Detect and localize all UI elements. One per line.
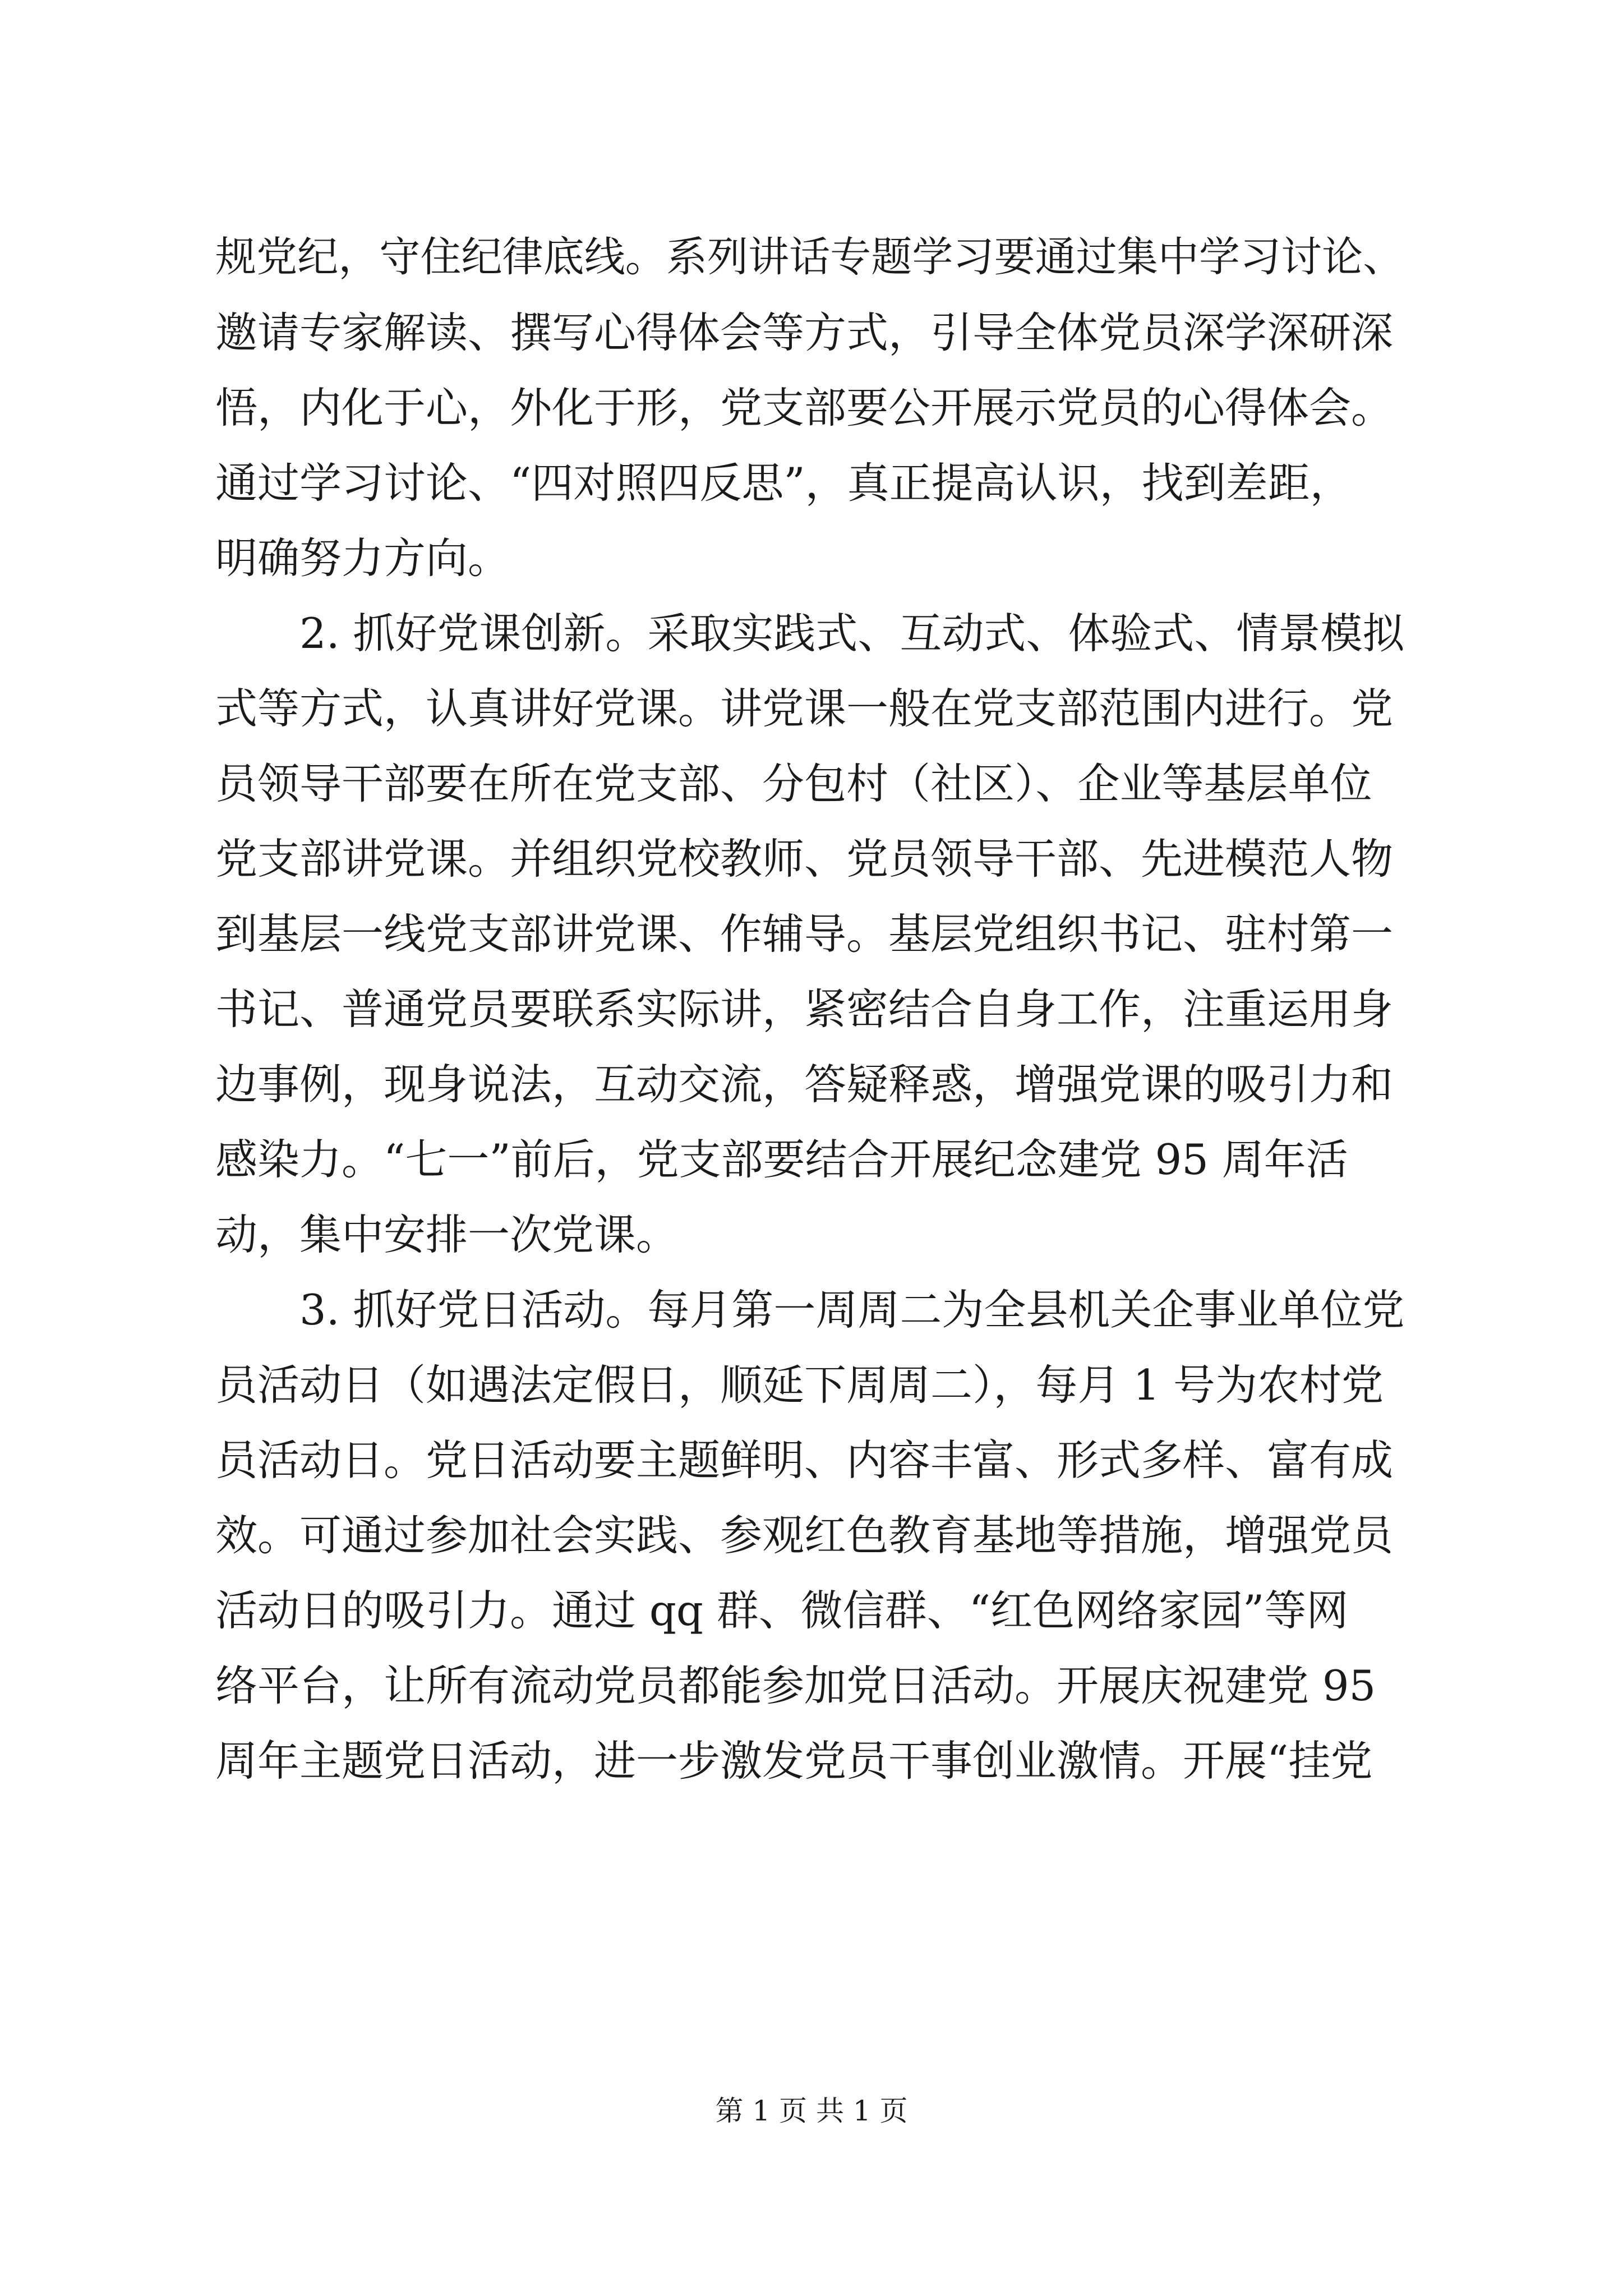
- text-line: 书记、普通党员要联系实际讲，紧密结合自身工作，注重运用身: [215, 984, 1394, 1034]
- text-line: 动，集中安排一次党课。: [215, 1210, 679, 1259]
- document-body: [215, 220, 1410, 1798]
- text-line: 式等方式，认真讲好党课。讲党课一般在党支部范围内进行。党: [215, 684, 1394, 733]
- text-line: 边事例，现身说法，互动交流，答疑释惑，增强党课的吸引力和: [215, 1060, 1394, 1109]
- text-line: 员活动日（如遇法定假日，顺延下周周二），每月 1 号为农村党: [215, 1360, 1384, 1410]
- text-line: 明确努力方向。: [215, 533, 510, 583]
- page-footer: 第 1 页 共 1 页: [715, 2095, 908, 2127]
- text-line: 员活动日。党日活动要主题鲜明、内容丰富、形式多样、富有成: [215, 1435, 1394, 1485]
- text-line: 规党纪，守住纪律底线。系列讲话专题学习要通过集中学习讨论、: [215, 233, 1404, 281]
- text-line: 到基层一线党支部讲党课、作辅导。基层党组织书记、驻村第一: [215, 909, 1394, 959]
- text-line: 感染力。“七一”前后，党支部要结合开展纪念建党 95 周年活: [215, 1135, 1348, 1184]
- text-line: 悟，内化于心，外化于形，党支部要公开展示党员的心得体会。: [215, 383, 1394, 432]
- text-line: 2. 抓好党课创新。采取实践式、互动式、体验式、情景模拟: [215, 609, 1405, 658]
- text-line: 党支部讲党课。并组织党校教师、党员领导干部、先进模范人物: [215, 834, 1394, 884]
- text-line: 络平台，让所有流动党员都能参加党日活动。开展庆祝建党 95: [215, 1661, 1376, 1710]
- text-line: 周年主题党日活动，进一步激发党员干事创业激情。开展“挂党: [215, 1736, 1373, 1786]
- text-line: 邀请专家解读、撰写心得体会等方式，引导全体党员深学深研深: [215, 308, 1394, 357]
- text-line: 通过学习讨论、“四对照四反思”，真正提高认识，找到差距，: [215, 458, 1352, 508]
- text-line: 活动日的吸引力。通过 qq 群、微信群、“红色网络家园”等网: [215, 1586, 1349, 1635]
- text-line: 3. 抓好党日活动。每月第一周周二为全县机关企事业单位党: [215, 1285, 1405, 1335]
- text-line: 员领导干部要在所在党支部、分包村（社区）、企业等基层单位: [215, 759, 1372, 808]
- text-line: 效。可通过参加社会实践、参观红色教育基地等措施，增强党员: [215, 1511, 1394, 1560]
